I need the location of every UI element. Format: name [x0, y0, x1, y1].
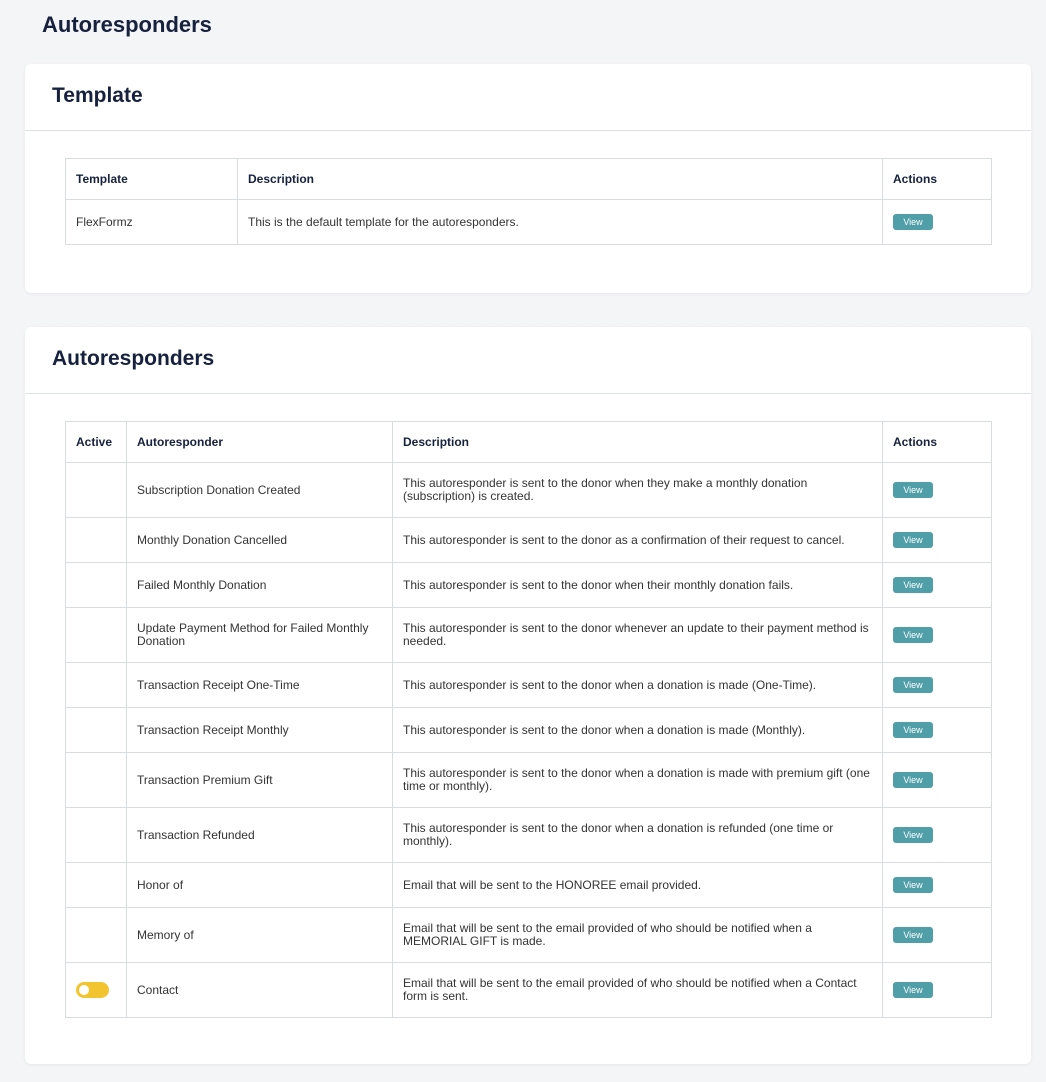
view-button[interactable]: View — [893, 577, 933, 593]
autoresponder-description-cell: This autoresponder is sent to the donor when their monthly donation fails. — [393, 563, 883, 608]
table-row — [66, 608, 992, 663]
table-row — [66, 463, 992, 518]
autoresponder-description-cell: Email that will be sent to the email provided of who should be notified when a MEMORIAL GIFT is made. — [393, 908, 883, 963]
table-row — [66, 963, 992, 1018]
column-header-actions: Actions — [883, 159, 992, 200]
column-header-active: Active — [66, 422, 127, 463]
autoresponder-description-cell: Email that will be sent to the email provided of who should be notified when a Contact form is sent. — [393, 963, 883, 1018]
autoresponder-name-cell: Memory of — [127, 908, 393, 963]
autoresponder-description-cell: This autoresponder is sent to the donor when they make a monthly donation (subscription) is created. — [393, 463, 883, 518]
page-title: Autoresponders — [42, 12, 212, 37]
actions-cell — [883, 753, 992, 808]
autoresponder-description-cell: This autoresponder is sent to the donor when a donation is refunded (one time or monthly). — [393, 808, 883, 863]
actions-cell — [883, 963, 992, 1018]
view-button[interactable]: View — [893, 982, 933, 998]
autoresponders-card-body — [25, 394, 1031, 1018]
active-cell — [66, 518, 127, 563]
table-row — [66, 863, 992, 908]
table-row — [66, 663, 992, 708]
table-row — [66, 518, 992, 563]
actions-cell — [883, 608, 992, 663]
autoresponders-table-header-row — [66, 422, 992, 463]
autoresponder-description-cell: This autoresponder is sent to the donor when a donation is made (One-Time). — [393, 663, 883, 708]
table-row — [66, 708, 992, 753]
autoresponders-table — [65, 421, 992, 1018]
view-button[interactable]: View — [893, 827, 933, 843]
column-header-description: Description — [238, 159, 883, 200]
autoresponder-name-cell: Update Payment Method for Failed Monthly Donation — [127, 608, 393, 663]
actions-cell — [883, 863, 992, 908]
view-button[interactable]: View — [893, 482, 933, 498]
template-table-header-row — [66, 159, 992, 200]
actions-cell — [883, 663, 992, 708]
column-header-autoresponder: Autoresponder — [127, 422, 393, 463]
active-cell — [66, 463, 127, 518]
autoresponder-name-cell: Transaction Refunded — [127, 808, 393, 863]
template-table — [65, 158, 992, 245]
view-button[interactable]: View — [893, 722, 933, 738]
view-button[interactable]: View — [893, 927, 933, 943]
template-table-row — [66, 200, 992, 245]
toggle-knob — [79, 985, 89, 995]
actions-cell — [883, 808, 992, 863]
template-card-body — [25, 131, 1031, 245]
template-description-cell: This is the default template for the autoresponders. — [238, 200, 883, 245]
template-card-title: Template — [52, 84, 143, 107]
view-button[interactable]: View — [893, 677, 933, 693]
column-header-description: Description — [393, 422, 883, 463]
view-button[interactable]: View — [893, 627, 933, 643]
view-button[interactable]: View — [893, 532, 933, 548]
table-row — [66, 808, 992, 863]
table-row — [66, 563, 992, 608]
view-button[interactable]: View — [893, 772, 933, 788]
autoresponder-description-cell: This autoresponder is sent to the donor whenever an update to their payment method is needed. — [393, 608, 883, 663]
view-button[interactable]: View — [893, 877, 933, 893]
autoresponder-name-cell: Transaction Receipt Monthly — [127, 708, 393, 753]
autoresponder-name-cell: Subscription Donation Created — [127, 463, 393, 518]
actions-cell — [883, 463, 992, 518]
autoresponder-description-cell: This autoresponder is sent to the donor when a donation is made (Monthly). — [393, 708, 883, 753]
autoresponder-name-cell: Transaction Receipt One-Time — [127, 663, 393, 708]
template-name-cell: FlexFormz — [66, 200, 238, 245]
active-cell — [66, 663, 127, 708]
autoresponder-name-cell: Contact — [127, 963, 393, 1018]
view-template-button[interactable]: View — [893, 214, 933, 230]
actions-cell — [883, 908, 992, 963]
autoresponder-description-cell: Email that will be sent to the HONOREE email provided. — [393, 863, 883, 908]
actions-cell — [883, 563, 992, 608]
autoresponder-name-cell: Honor of — [127, 863, 393, 908]
autoresponder-description-cell: This autoresponder is sent to the donor when a donation is made with premium gift (one time or monthly). — [393, 753, 883, 808]
template-card-header — [25, 64, 1031, 131]
autoresponders-card-title: Autoresponders — [52, 347, 215, 370]
autoresponders-card — [25, 327, 1031, 1064]
active-cell — [66, 753, 127, 808]
active-cell — [66, 708, 127, 753]
active-cell — [66, 808, 127, 863]
actions-cell — [883, 708, 992, 753]
active-cell — [66, 608, 127, 663]
active-cell — [66, 908, 127, 963]
toggle-switch-icon[interactable] — [76, 982, 109, 998]
autoresponder-name-cell: Transaction Premium Gift — [127, 753, 393, 808]
template-card — [25, 64, 1031, 293]
active-cell — [66, 863, 127, 908]
active-cell — [66, 563, 127, 608]
column-header-template: Template — [66, 159, 238, 200]
table-row — [66, 753, 992, 808]
actions-cell — [883, 518, 992, 563]
column-header-actions: Actions — [883, 422, 992, 463]
autoresponder-name-cell: Monthly Donation Cancelled — [127, 518, 393, 563]
autoresponder-name-cell: Failed Monthly Donation — [127, 563, 393, 608]
active-cell — [66, 963, 127, 1018]
autoresponder-description-cell: This autoresponder is sent to the donor as a confirmation of their request to cancel. — [393, 518, 883, 563]
table-row — [66, 908, 992, 963]
autoresponders-card-header — [25, 327, 1031, 394]
template-actions-cell — [883, 200, 992, 245]
